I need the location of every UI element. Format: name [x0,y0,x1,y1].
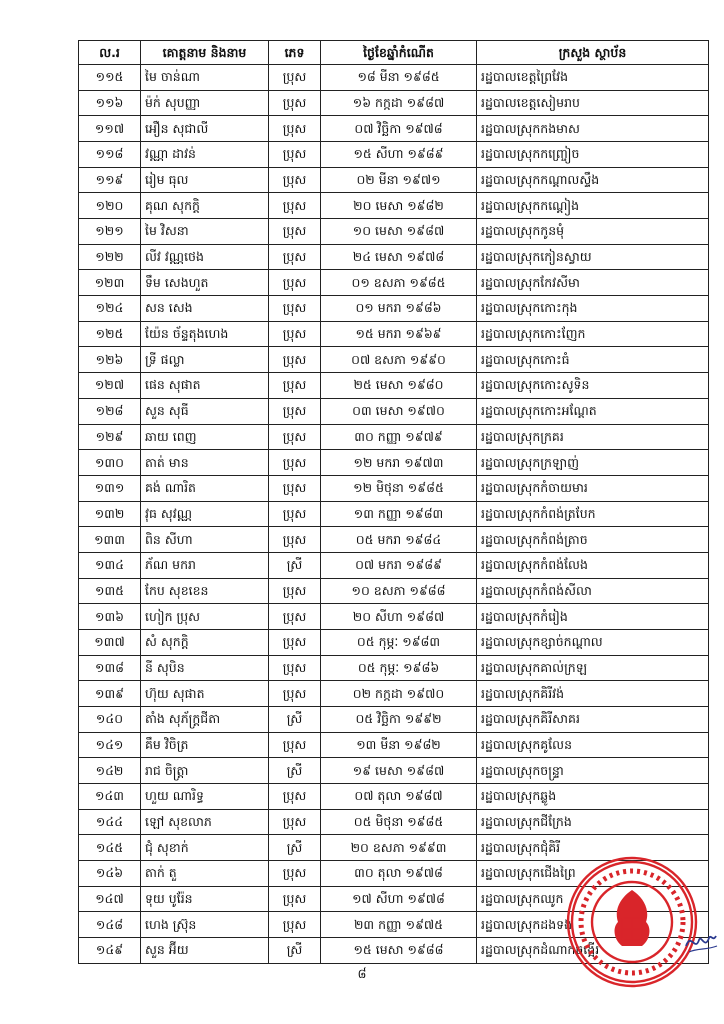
row-sex: ប្រុស [269,783,321,809]
table-body [79,65,709,964]
row-sex: ប្រុស [269,450,321,476]
row-number: ១៤០ [79,706,141,732]
row-name: សន សេង [141,296,269,322]
row-name: ហ៊ុយ សុផាត [141,681,269,707]
row-date-of-birth: ០២ មីនា ១៩៧១ [321,167,477,193]
row-date-of-birth: ១៩ មេសា ១៩៨៧ [321,758,477,784]
page-number: ៨ [357,967,367,982]
row-date-of-birth: ៣០ កញ្ញា ១៩៧៩ [321,424,477,450]
row-date-of-birth: ០១ មករា ១៩៨៦ [321,296,477,322]
header-sex: ភេទ [269,41,321,65]
row-date-of-birth: ១៧ សីហា ១៩៧៨ [321,886,477,912]
row-name: ឡៅ សុខលាភ [141,809,269,835]
row-name: គង់ ណារិត [141,475,269,501]
row-name: ម៉ក់ សុបញ្ញា [141,90,269,116]
row-sex: ប្រុស [269,860,321,886]
row-sex: ប្រុស [269,244,321,270]
table-row [79,373,709,399]
row-institution: រដ្ឋបាលស្រុកកំរៀង [477,604,709,630]
row-institution: រដ្ឋបាលស្រុកកំពង់សីលា [477,578,709,604]
row-date-of-birth: ១៦ កក្កដា ១៩៨៧ [321,90,477,116]
row-date-of-birth: ១៥ សីហា ១៩៨៩ [321,142,477,168]
row-institution: រដ្ឋបាលស្រុកដងទង់ [477,912,709,938]
row-number: ១៣០ [79,450,141,476]
table-row [79,167,709,193]
row-number: ១៣៤ [79,552,141,578]
row-sex: ប្រុស [269,347,321,373]
row-institution: រដ្ឋបាលស្រុកកោះអណ្ដែត [477,398,709,424]
table-row [79,424,709,450]
table-row [79,142,709,168]
row-date-of-birth: ១០ មេសា ១៩៨៧ [321,219,477,245]
header-number: ល.រ [79,41,141,65]
row-name: លីវ វណ្ណថេង [141,244,269,270]
row-number: ១៤៥ [79,835,141,861]
row-sex: ប្រុស [269,219,321,245]
row-name: ពិន សីហា [141,527,269,553]
row-institution: រដ្ឋបាលស្រុកគូលែន [477,732,709,758]
row-number: ១៤៨ [79,912,141,938]
row-institution: រដ្ឋបាលខេត្តសៀមរាប [477,90,709,116]
row-number: ១៣១ [79,475,141,501]
row-name: ឆាយ ពេញ [141,424,269,450]
row-date-of-birth: ០៧ មករា ១៩៨៩ [321,552,477,578]
row-date-of-birth: ១៥ មេសា ១៩៨៨ [321,937,477,963]
row-date-of-birth: ១០ ឧសភា ១៩៨៨ [321,578,477,604]
row-institution: រដ្ឋបាលស្រុកកណ្ដៀង [477,193,709,219]
row-institution: រដ្ឋបាលស្រុកកោះញែក [477,321,709,347]
officials-table [78,40,709,964]
row-number: ១៤៦ [79,860,141,886]
row-institution: រដ្ឋបាលស្រុកក្រគរ [477,424,709,450]
row-date-of-birth: ១២ មករា ១៩៧៣ [321,450,477,476]
row-number: ១៣៥ [79,578,141,604]
row-sex: ប្រុស [269,424,321,450]
row-name: សួន អ៊ីយ [141,937,269,963]
row-institution: រដ្ឋបាលស្រុកកែវសីមា [477,270,709,296]
table-row [79,552,709,578]
row-sex: ស្រី [269,937,321,963]
row-name: គឹម វិចិត្រ [141,732,269,758]
row-date-of-birth: ១៣ មីនា ១៩៨២ [321,732,477,758]
row-date-of-birth: ០៥ កុម្ភៈ ១៩៨៦ [321,655,477,681]
row-number: ១៣៩ [79,681,141,707]
table-row [79,578,709,604]
row-institution: រដ្ឋបាលស្រុកកោះកុង [477,296,709,322]
row-number: ១២៧ [79,373,141,399]
row-sex: ប្រុស [269,912,321,938]
row-sex: ស្រី [269,552,321,578]
header-date-of-birth: ថ្ងៃខែឆ្នាំកំណើត [321,41,477,65]
row-date-of-birth: ០៧ តុលា ១៩៨៧ [321,783,477,809]
row-sex: ប្រុស [269,116,321,142]
row-sex: ប្រុស [269,398,321,424]
row-institution: រដ្ឋបាលស្រុកជីក្រែង [477,809,709,835]
row-date-of-birth: ០៥ វិច្ឆិកា ១៩៩២ [321,706,477,732]
table-row [79,527,709,553]
row-name: មៃ វិសនា [141,219,269,245]
row-sex: ប្រុស [269,373,321,399]
row-name: សួន សុធី [141,398,269,424]
row-sex: ប្រុស [269,296,321,322]
table-row [79,296,709,322]
row-number: ១១៦ [79,90,141,116]
row-number: ១១៩ [79,167,141,193]
row-institution: រដ្ឋបាលស្រុកខ្សាច់កណ្ដាល [477,629,709,655]
table-row [79,783,709,809]
row-sex: ប្រុស [269,886,321,912]
table-row [79,758,709,784]
header-institution: ក្រសួង ស្ថាប័ន [477,41,709,65]
row-institution: រដ្ឋបាលស្រុកកូនមុំ [477,219,709,245]
row-date-of-birth: ០៧ ឧសភា ១៩៩០ [321,347,477,373]
signature [683,922,719,958]
row-name: ហេង ស្រ៊ុន [141,912,269,938]
row-date-of-birth: ២០ សីហា ១៩៨៧ [321,604,477,630]
row-name: ហៀក ប្រុស [141,604,269,630]
row-number: ១៤៩ [79,937,141,963]
row-number: ១២៨ [79,398,141,424]
row-number: ១៤២ [79,758,141,784]
row-sex: ស្រី [269,706,321,732]
row-institution: រដ្ឋបាលស្រុកកៀនស្វាយ [477,244,709,270]
row-institution: រដ្ឋបាលស្រុកកោះសូទិន [477,373,709,399]
row-sex: ប្រុស [269,527,321,553]
row-institution: រដ្ឋបាលស្រុកជុំគិរី [477,835,709,861]
row-sex: ស្រី [269,758,321,784]
table-row [79,90,709,116]
row-sex: ប្រុស [269,578,321,604]
row-name: នី សុបិន [141,655,269,681]
row-date-of-birth: ១៨ មីនា ១៩៨៥ [321,65,477,91]
row-institution: រដ្ឋបាលស្រុកឆ្លូង [477,783,709,809]
row-number: ១៤៧ [79,886,141,912]
row-number: ១១៨ [79,142,141,168]
row-institution: រដ្ឋបាលស្រុកក្រឡាញ់ [477,450,709,476]
row-name: ទ្រី ផល្លា [141,347,269,373]
row-date-of-birth: ២៣ កញ្ញា ១៩៧៥ [321,912,477,938]
row-institution: រដ្ឋបាលស្រុកគាល់ក្រឡ [477,655,709,681]
header-name: គោត្តនាម និងនាម [141,41,269,65]
row-institution: រដ្ឋបាលស្រុកចន្ទ្រា [477,758,709,784]
table-row [79,629,709,655]
row-sex: ប្រុស [269,270,321,296]
row-date-of-birth: ១២ មិថុនា ១៩៨៥ [321,475,477,501]
table-row [79,321,709,347]
row-sex: ប្រុស [269,732,321,758]
row-institution: រដ្ឋបាលស្រុកកំពង់លែង [477,552,709,578]
table-row [79,450,709,476]
row-date-of-birth: ២៤ មេសា ១៩៧៨ [321,244,477,270]
table-row [79,398,709,424]
table-row [79,732,709,758]
row-name: គុណ សុកក្ដិ [141,193,269,219]
table-row [79,219,709,245]
row-name: វុធ សុវណ្ណ [141,501,269,527]
row-sex: ប្រុស [269,65,321,91]
table-row [79,65,709,91]
row-name: រាជ ចិត្រ្តា [141,758,269,784]
row-number: ១២៩ [79,424,141,450]
row-sex: ប្រុស [269,321,321,347]
row-date-of-birth: ០៥ មករា ១៩៨៤ [321,527,477,553]
row-date-of-birth: ០៥ កុម្ភៈ ១៩៨៣ [321,629,477,655]
row-date-of-birth: ០៥ មិថុនា ១៩៨៥ [321,809,477,835]
row-name: ផេន សុផាត [141,373,269,399]
row-institution: រដ្ឋបាលស្រុកដំណាក់ចង្អើរ [477,937,709,963]
row-institution: រដ្ឋបាលស្រុកកោះធំ [477,347,709,373]
row-sex: ប្រុស [269,501,321,527]
row-institution: រដ្ឋបាលស្រុកកំចាយមារ [477,475,709,501]
row-number: ១២១ [79,219,141,245]
row-number: ១៣៨ [79,655,141,681]
row-number: ១៣២ [79,501,141,527]
row-number: ១២០ [79,193,141,219]
row-institution: រដ្ឋបាលស្រុកកងមាស [477,116,709,142]
row-date-of-birth: ០៣ មេសា ១៩៧០ [321,398,477,424]
row-name: ទឹម សេងហួត [141,270,269,296]
row-sex: ប្រុស [269,809,321,835]
row-date-of-birth: ០២ កក្កដា ១៩៧០ [321,681,477,707]
table-row [79,655,709,681]
row-name: សំ សុកក្ដិ [141,629,269,655]
row-number: ១២២ [79,244,141,270]
row-date-of-birth: ១៥ មករា ១៩៦៩ [321,321,477,347]
row-date-of-birth: ១៣ កញ្ញា ១៩៨៣ [321,501,477,527]
row-number: ១១៥ [79,65,141,91]
row-number: ១២៦ [79,347,141,373]
table-row [79,270,709,296]
row-institution: រដ្ឋបាលស្រុកគិរីវង់ [477,681,709,707]
row-name: ហួយ ណារិទ្ធ [141,783,269,809]
row-name: មៃ ចាន់ណា [141,65,269,91]
row-sex: ប្រុស [269,90,321,116]
table-row [79,475,709,501]
row-institution: រដ្ឋបាលស្រុកកំពង់ត្របែក [477,501,709,527]
row-sex: ប្រុស [269,475,321,501]
row-date-of-birth: ២០ មេសា ១៩៨២ [321,193,477,219]
row-date-of-birth: ២០ ឧសភា ១៩៩៣ [321,835,477,861]
row-number: ១៤៤ [79,809,141,835]
row-name: តាក់ តួ [141,860,269,886]
row-date-of-birth: ០១ ឧសភា ១៩៨៥ [321,270,477,296]
row-name: តាត់ មាន [141,450,269,476]
row-sex: ស្រី [269,835,321,861]
row-institution: រដ្ឋបាលខេត្តព្រៃវែង [477,65,709,91]
row-name: អឿន សុជាលី [141,116,269,142]
row-number: ១១៧ [79,116,141,142]
row-name: យ៉ែន ច័ន្ទតុងហេង [141,321,269,347]
row-name: វណ្ណា ដាវន់ [141,142,269,168]
table-row [79,244,709,270]
row-number: ១២៤ [79,296,141,322]
row-number: ១៣៧ [79,629,141,655]
table-row [79,681,709,707]
row-number: ១២៥ [79,321,141,347]
row-name: កែប សុខខេន [141,578,269,604]
row-institution: រដ្ឋបាលស្រុកកណ្ដាលស្ទឹង [477,167,709,193]
table-row [79,809,709,835]
official-seal-stamp [562,852,702,992]
row-name: ទុយ បូរ៉ែន [141,886,269,912]
table-row [79,116,709,142]
table-row [79,193,709,219]
table-row [79,604,709,630]
row-institution: រដ្ឋបាលស្រុកកំពង់ត្រាច [477,527,709,553]
table-header-row [79,41,709,65]
row-name: រៀម ធុល [141,167,269,193]
row-sex: ប្រុស [269,193,321,219]
row-institution: រដ្ឋបាលស្រុកជើងព្រៃ [477,860,709,886]
row-number: ១៤៣ [79,783,141,809]
row-sex: ប្រុស [269,604,321,630]
row-number: ១២៣ [79,270,141,296]
table-row [79,347,709,373]
row-number: ១៣៣ [79,527,141,553]
row-sex: ប្រុស [269,655,321,681]
table-row [79,501,709,527]
row-institution: រដ្ឋបាលស្រុកឈូក [477,886,709,912]
row-sex: ប្រុស [269,142,321,168]
table-row [79,706,709,732]
row-number: ១៤១ [79,732,141,758]
row-name: ជុំ សុខាក់ [141,835,269,861]
row-date-of-birth: ០៧ វិច្ឆិកា ១៩៧៨ [321,116,477,142]
row-date-of-birth: ២៥ មេសា ១៩៨០ [321,373,477,399]
row-institution: រដ្ឋបាលស្រុកកញ្ច្រៀច [477,142,709,168]
row-sex: ប្រុស [269,167,321,193]
row-name: តាំង សុភ័ក្រ្តជីតា [141,706,269,732]
row-sex: ប្រុស [269,681,321,707]
row-sex: ប្រុស [269,629,321,655]
row-institution: រដ្ឋបាលស្រុកគិរីសាគរ [477,706,709,732]
row-number: ១៣៦ [79,604,141,630]
row-date-of-birth: ៣០ តុលា ១៩៧៨ [321,860,477,886]
row-name: ភ័ណ មករា [141,552,269,578]
